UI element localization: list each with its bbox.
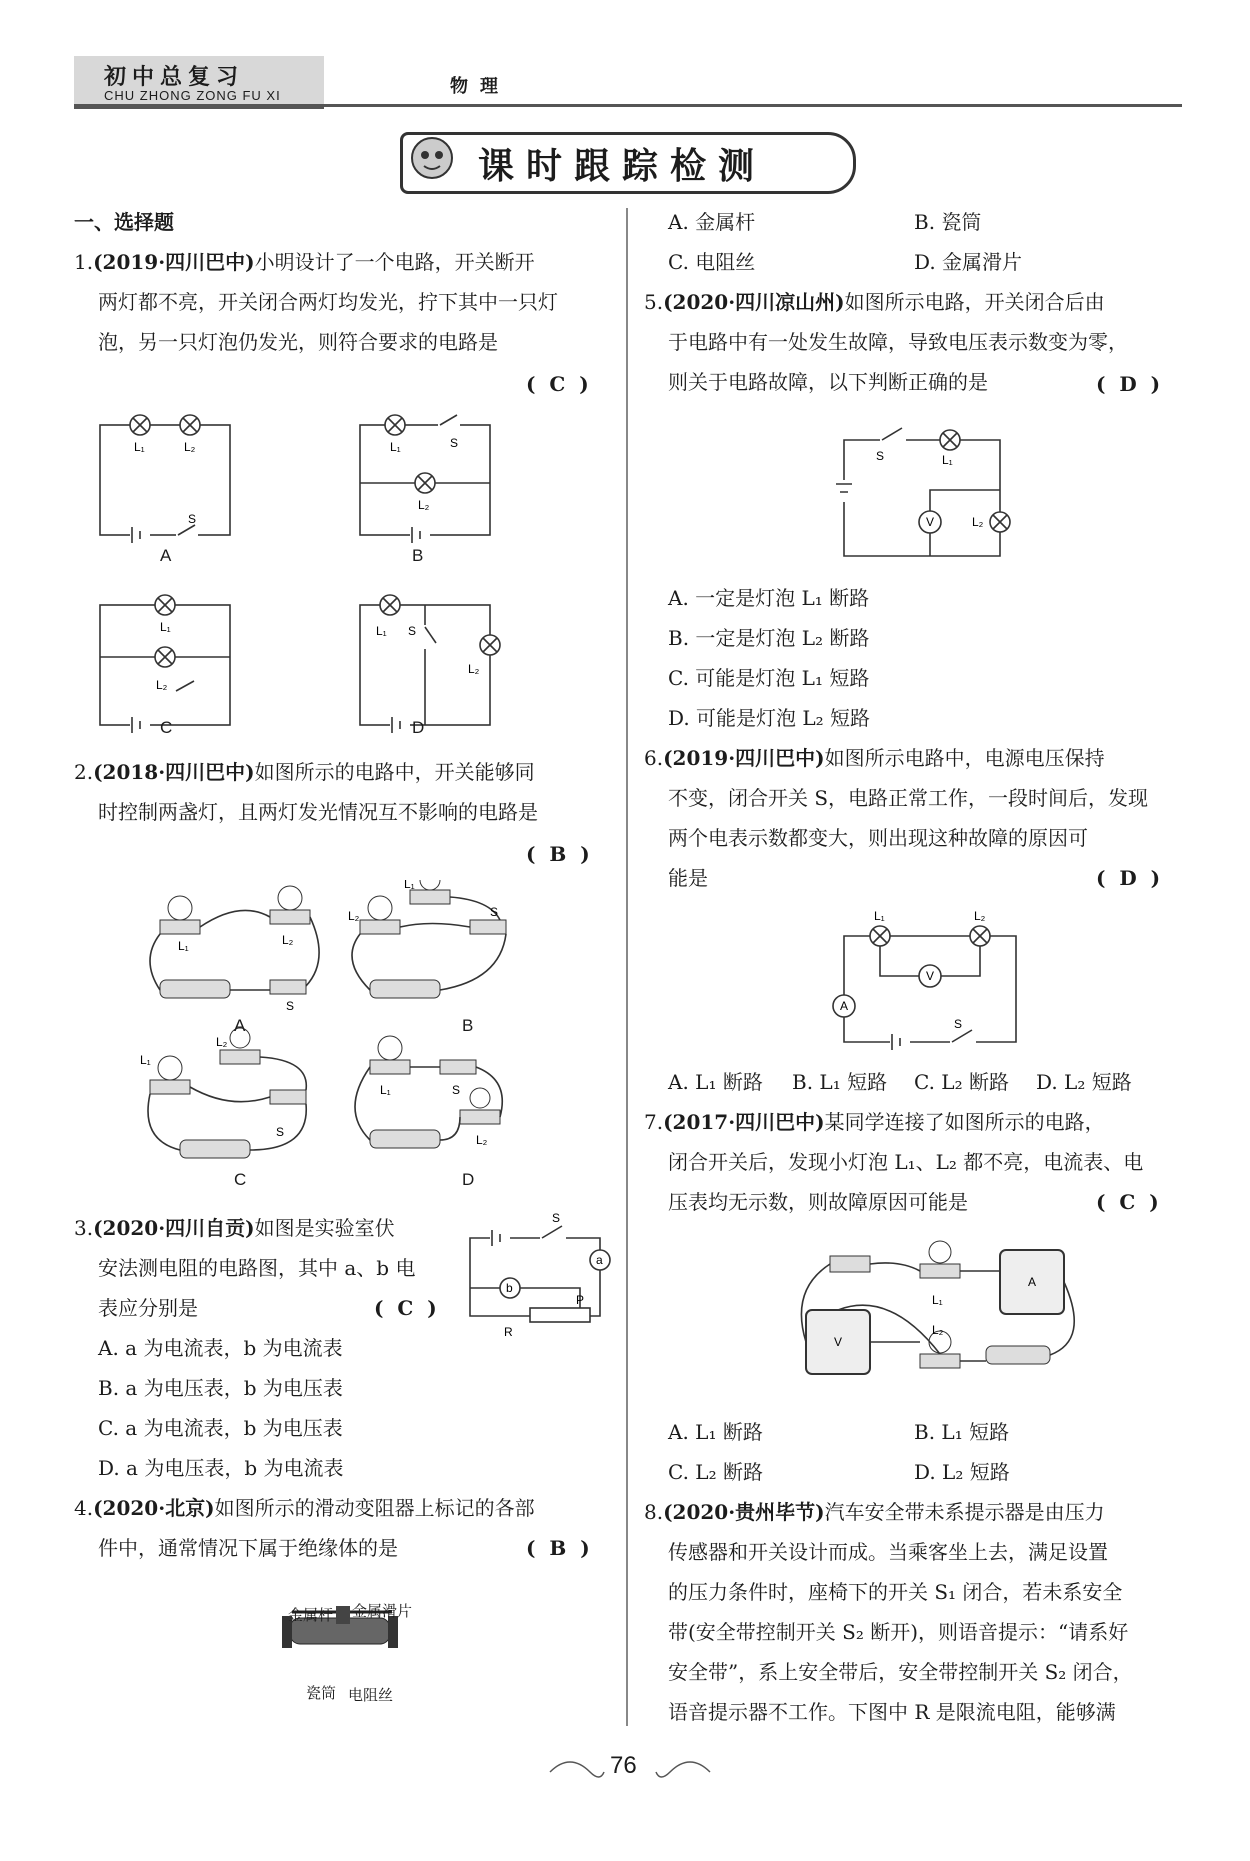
q8-line-1: 8.(2020·贵州毕节)汽车安全带未系提示器是由压力 bbox=[644, 1500, 1105, 1524]
q7-line-1: 7.(2017·四川巴中)某同学连接了如图所示的电路， bbox=[644, 1110, 1105, 1134]
label-l2-2c: L₂ bbox=[216, 1035, 228, 1049]
q2-line-1: 2.(2018·四川巴中)如图所示的电路中，开关能够同 bbox=[74, 760, 535, 784]
q4-option-b: B. 瓷筒 bbox=[914, 210, 982, 234]
q5-option-a: A. 一定是灯泡 L₁ 断路 bbox=[668, 586, 870, 610]
q2-label-b: B bbox=[462, 1016, 474, 1035]
q5-line-3: 则关于电路故障，以下判断正确的是 bbox=[668, 370, 988, 394]
q8-line-4: 带(安全带控制开关 S₂ 断开)，则语音提示：“请系好 bbox=[668, 1620, 1129, 1644]
label-l1-2c: L₁ bbox=[140, 1053, 151, 1067]
label-l2-2a: L₂ bbox=[282, 933, 294, 947]
label-s-b: S bbox=[450, 436, 459, 450]
label-s-2b: S bbox=[490, 905, 499, 919]
q4-label-porcelain-tube: 瓷筒 bbox=[306, 1685, 337, 1702]
q4-line-2: 件中，通常情况下属于绝缘体的是 bbox=[98, 1536, 398, 1560]
label-l2-d: L₂ bbox=[468, 662, 480, 676]
q6-line-1: 6.(2019·四川巴中)如图所示电路中，电源电压保持 bbox=[644, 746, 1105, 770]
q8-line-3: 的压力条件时，座椅下的开关 S₁ 闭合，若未系安全 bbox=[668, 1580, 1123, 1604]
label-a-3: a bbox=[596, 1253, 603, 1267]
label-l2-b: L₂ bbox=[418, 498, 430, 512]
q3-line-3: 表应分别是 bbox=[98, 1296, 198, 1320]
label-s-d: S bbox=[408, 624, 417, 638]
label-l1-a: L₁ bbox=[134, 440, 145, 454]
q1-circuits bbox=[90, 405, 510, 745]
header-rule bbox=[74, 104, 1182, 107]
label-l1-d: L₁ bbox=[376, 624, 387, 638]
q5-answer: ( D ) bbox=[1096, 372, 1161, 396]
label-l2-c: L₂ bbox=[156, 678, 168, 692]
q6-line-4: 能是 bbox=[668, 866, 708, 890]
label-l1-2d: L₁ bbox=[380, 1083, 391, 1097]
q5-option-d: D. 可能是灯泡 L₂ 短路 bbox=[668, 706, 871, 730]
q2-answer: ( B ) bbox=[526, 842, 590, 866]
label-l2-6: L₂ bbox=[974, 909, 986, 923]
q1-label-b: B bbox=[412, 546, 424, 565]
q3-option-d: D. a 为电压表，b 为电流表 bbox=[98, 1456, 344, 1480]
q7-option-b: B. L₁ 短路 bbox=[914, 1420, 1010, 1444]
q1-circuit-b bbox=[360, 415, 490, 543]
q5-option-c: C. 可能是灯泡 L₁ 短路 bbox=[668, 666, 870, 690]
q2-circuit-b bbox=[348, 880, 506, 998]
q1-circuit-d bbox=[360, 595, 500, 733]
q4-answer: ( B ) bbox=[526, 1536, 590, 1560]
q4-line-1: 4.(2020·北京)如图所示的滑动变阻器上标记的各部 bbox=[74, 1496, 535, 1520]
q4-label-metal-slider: 金属滑片 bbox=[352, 1603, 413, 1620]
label-a-6: A bbox=[840, 999, 849, 1013]
label-s-2c: S bbox=[276, 1125, 285, 1139]
q1-label-a: A bbox=[160, 546, 172, 565]
q6-option-c: C. L₂ 断路 bbox=[914, 1070, 1009, 1094]
mascot-icon bbox=[404, 130, 464, 190]
label-r-3: R bbox=[504, 1325, 513, 1339]
header-title: 初中总复习 bbox=[104, 64, 245, 90]
label-s-a: S bbox=[188, 512, 197, 526]
label-l1-6: L₁ bbox=[874, 909, 885, 923]
q8-line-5: 安全带”，系上安全带后，安全带控制开关 S₂ 闭合， bbox=[668, 1660, 1133, 1684]
q1-circuit-a bbox=[100, 415, 230, 543]
label-a-7: A bbox=[1028, 1275, 1037, 1289]
label-l2-7: L₂ bbox=[932, 1323, 944, 1337]
label-l1-c: L₁ bbox=[160, 620, 171, 634]
q2-circuit-a bbox=[150, 886, 319, 1013]
q3-answer: ( C ) bbox=[374, 1296, 437, 1320]
column-divider bbox=[626, 208, 628, 1726]
label-l1-b: L₁ bbox=[390, 440, 401, 454]
q1-line-1: 1.(2019·四川巴中)小明设计了一个电路，开关断开 bbox=[74, 250, 535, 274]
label-v-7: V bbox=[834, 1335, 843, 1349]
q3-option-a: A. a 为电流表，b 为电流表 bbox=[98, 1336, 343, 1360]
q6-line-2: 不变，闭合开关 S，电路正常工作，一段时间后，发现 bbox=[668, 786, 1149, 810]
q2-circuit-c bbox=[140, 1028, 306, 1158]
q4-label-metal-rod: 金属杆 bbox=[288, 1607, 334, 1624]
q4-option-c: C. 电阻丝 bbox=[668, 250, 756, 274]
q2-circuits bbox=[140, 880, 540, 1180]
q1-circuit-c bbox=[100, 595, 230, 733]
q7-circuit bbox=[790, 1230, 1090, 1390]
q7-line-3: 压表均无示数，则故障原因可能是 bbox=[668, 1190, 968, 1214]
q2-line-2: 时控制两盏灯，且两灯发光情况互不影响的电路是 bbox=[98, 800, 538, 824]
q8-line-2: 传感器和开关设计而成。当乘客坐上去，满足设置 bbox=[668, 1540, 1108, 1564]
label-l1-5: L₁ bbox=[942, 453, 953, 467]
q4-label-resistance-wire: 电阻丝 bbox=[348, 1687, 394, 1704]
q8-line-6: 语音提示器不工作。下图中 R 是限流电阻，能够满 bbox=[668, 1700, 1116, 1724]
label-b-3: b bbox=[506, 1281, 513, 1295]
q7-line-2: 闭合开关后，发现小灯泡 L₁、L₂ 都不亮，电流表、电 bbox=[668, 1150, 1144, 1174]
q2-label-d: D bbox=[462, 1170, 475, 1189]
q7-option-a: A. L₁ 断路 bbox=[668, 1420, 763, 1444]
label-l2-a: L₂ bbox=[184, 440, 196, 454]
q4-option-d: D. 金属滑片 bbox=[914, 250, 1023, 274]
label-s-6: S bbox=[954, 1017, 963, 1031]
header-pinyin: CHU ZHONG ZONG FU XI bbox=[104, 88, 281, 103]
label-s-5: S bbox=[876, 449, 885, 463]
label-s-2d: S bbox=[452, 1083, 461, 1097]
q6-answer: ( D ) bbox=[1096, 866, 1161, 890]
label-l2-2d: L₂ bbox=[476, 1133, 488, 1147]
q3-option-c: C. a 为电流表，b 为电压表 bbox=[98, 1416, 343, 1440]
q6-circuit bbox=[820, 906, 1040, 1056]
label-l1-2b: L₁ bbox=[404, 880, 415, 891]
q5-option-b: B. 一定是灯泡 L₂ 断路 bbox=[668, 626, 870, 650]
label-v-5: V bbox=[926, 515, 935, 529]
q1-line-2: 两灯都不亮，开关闭合两灯均发光，拧下其中一只灯 bbox=[98, 290, 558, 314]
q6-option-b: B. L₁ 短路 bbox=[792, 1070, 888, 1094]
q6-option-d: D. L₂ 短路 bbox=[1036, 1070, 1132, 1094]
label-l2-2b: L₂ bbox=[348, 909, 360, 923]
q4-option-a: A. 金属杆 bbox=[668, 210, 756, 234]
q7-option-c: C. L₂ 断路 bbox=[668, 1460, 763, 1484]
q5-line-1: 5.(2020·四川凉山州)如图所示电路，开关闭合后由 bbox=[644, 290, 1105, 314]
label-p-3: P bbox=[576, 1293, 585, 1307]
q3-option-b: B. a 为电压表，b 为电压表 bbox=[98, 1376, 343, 1400]
q3-line-1: 3.(2020·四川自贡)如图是实验室伏 bbox=[74, 1216, 395, 1240]
q2-label-a: A bbox=[234, 1016, 246, 1035]
header-subject: 物理 bbox=[450, 76, 510, 97]
section-title: 一、选择题 bbox=[74, 210, 174, 234]
q6-option-a: A. L₁ 断路 bbox=[668, 1070, 763, 1094]
label-s-2a: S bbox=[286, 999, 295, 1013]
label-l1-2a: L₁ bbox=[178, 939, 189, 953]
q3-circuit bbox=[460, 1208, 620, 1348]
label-l2-5: L₂ bbox=[972, 515, 984, 529]
q1-line-3: 泡，另一只灯泡仍发光，则符合要求的电路是 bbox=[98, 330, 498, 354]
label-s-3: S bbox=[552, 1211, 561, 1225]
banner-title: 课时跟踪检测 bbox=[478, 145, 767, 187]
q2-label-c: C bbox=[234, 1170, 247, 1189]
q5-circuit bbox=[830, 420, 1030, 570]
q7-answer: ( C ) bbox=[1096, 1190, 1159, 1214]
q1-label-c: C bbox=[160, 718, 173, 737]
q1-label-d: D bbox=[412, 718, 425, 737]
label-v-6: V bbox=[926, 969, 935, 983]
q7-option-d: D. L₂ 短路 bbox=[914, 1460, 1010, 1484]
page-number: 76 bbox=[610, 1752, 637, 1779]
q1-answer: ( C ) bbox=[526, 372, 589, 396]
label-l1-7: L₁ bbox=[932, 1293, 943, 1307]
q5-line-2: 于电路中有一处发生故障，导致电压表示数变为零， bbox=[668, 330, 1128, 354]
q2-circuit-d bbox=[355, 1036, 502, 1148]
q6-line-3: 两个电表示数都变大，则出现这种故障的原因可 bbox=[668, 826, 1088, 850]
q3-line-2: 安法测电阻的电路图，其中 a、b 电 bbox=[98, 1256, 416, 1280]
